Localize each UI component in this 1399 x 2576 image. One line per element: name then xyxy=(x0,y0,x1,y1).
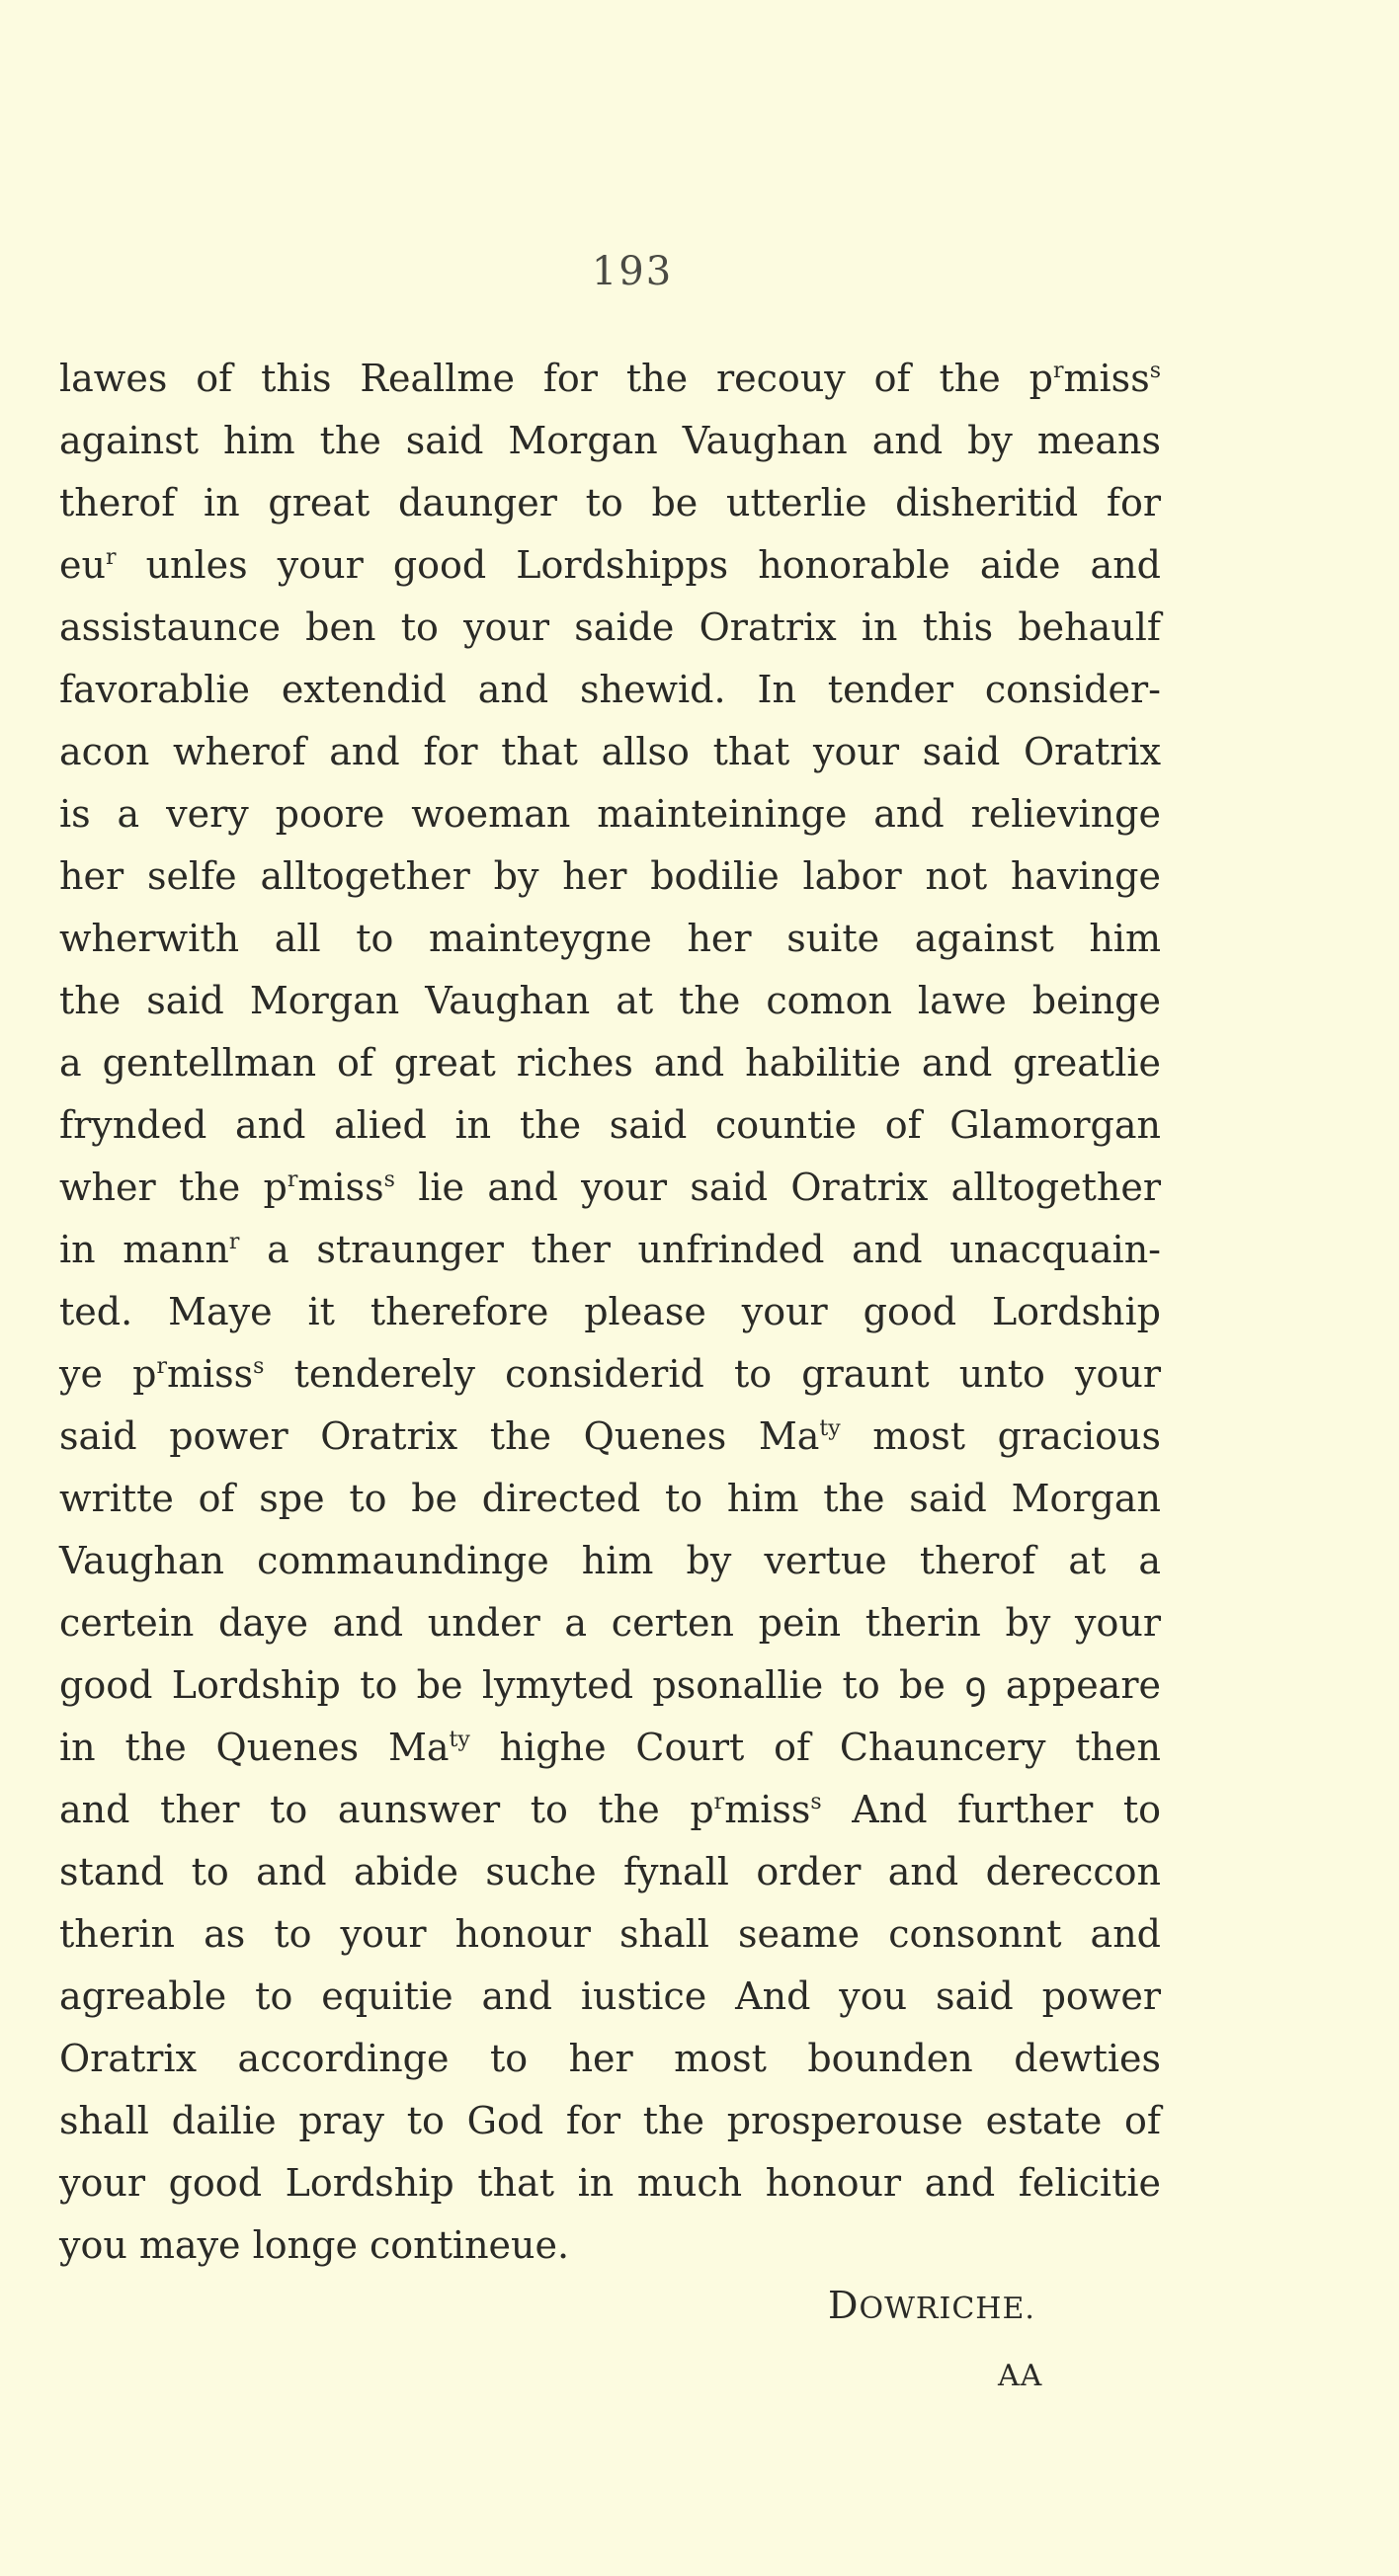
text-line xyxy=(59,2090,1161,2152)
text-run: favorablie extendid and shewid. In tender consider- xyxy=(59,668,1161,711)
text-run: Vaughan commaundinge him by vertue therof at a xyxy=(59,1539,1161,1582)
text-run: in the Quenes Ma xyxy=(59,1726,450,1769)
superscript: r xyxy=(105,545,117,570)
text-run: in mann xyxy=(59,1228,229,1271)
text-line xyxy=(59,1094,1161,1157)
text-run: shall dailie pray to God for the prosperouse estate of xyxy=(59,2099,1161,2142)
text-line xyxy=(59,1654,1161,1717)
superscript: r xyxy=(713,1790,725,1814)
signature-mark: AA xyxy=(998,2359,1043,2393)
text-line xyxy=(59,534,1161,597)
text-line xyxy=(59,845,1161,908)
signature-initial: D xyxy=(828,2284,860,2327)
text-line xyxy=(59,1468,1161,1530)
text-run: miss xyxy=(166,1352,254,1396)
text-run: her selfe alltogether by her bodilie labor not havinge xyxy=(59,854,1161,898)
text-run: assistaunce ben to your saide Oratrix in this behaulf xyxy=(59,605,1161,649)
text-run: your good Lordship that in much honour and felicitie xyxy=(59,2161,1161,2205)
text-line xyxy=(59,2214,1161,2277)
signature xyxy=(828,2284,1035,2327)
text-run: a straunger ther unfrinded and unacquain- xyxy=(239,1228,1162,1271)
text-line xyxy=(59,1219,1161,1281)
text-run: highe Court of Chauncery then xyxy=(469,1726,1161,1769)
text-line xyxy=(59,1717,1161,1779)
text-run: and ther to aunswer to the p xyxy=(59,1788,714,1831)
text-line xyxy=(59,410,1161,472)
text-line xyxy=(59,1281,1161,1343)
text-run: And further to xyxy=(821,1788,1162,1831)
body-text xyxy=(59,348,1161,2277)
superscript: s xyxy=(383,1167,395,1192)
text-line xyxy=(59,1406,1161,1468)
text-run: the said Morgan Vaughan at the comon lawe beinge xyxy=(59,979,1161,1022)
text-run: eu xyxy=(59,543,106,587)
superscript: r xyxy=(228,1230,240,1254)
text-run: miss xyxy=(297,1166,384,1209)
text-run: stand to and abide suche fynall order and dereccon xyxy=(59,1850,1161,1893)
text-run: is a very poore woeman mainteininge and relievinge xyxy=(59,792,1161,836)
text-run: lie and your said Oratrix alltogether xyxy=(394,1166,1161,1209)
text-run: ted. Maye it therefore please your good Lordship xyxy=(59,1290,1161,1333)
text-line xyxy=(59,2152,1161,2214)
text-line xyxy=(59,1157,1161,1219)
text-line xyxy=(59,908,1161,970)
text-line xyxy=(59,659,1161,721)
text-run: unles your good Lordshipps honorable aide and xyxy=(116,543,1161,587)
superscript: ty xyxy=(449,1728,470,1752)
text-run: most gracious xyxy=(840,1414,1162,1458)
text-line xyxy=(59,1032,1161,1094)
text-line xyxy=(59,1966,1161,2028)
text-line xyxy=(59,721,1161,783)
superscript: r xyxy=(287,1167,298,1192)
text-run: certein daye and under a certen pein therin by your xyxy=(59,1601,1161,1645)
text-line xyxy=(59,1841,1161,1903)
text-run: against him the said Morgan Vaughan and by means xyxy=(59,419,1161,462)
text-run: ye p xyxy=(59,1352,157,1396)
text-run: Oratrix accordinge to her most bounden dewties xyxy=(59,2037,1161,2080)
text-run: therof in great daunger to be utterlie disheritid for xyxy=(59,481,1161,524)
superscript: r xyxy=(156,1354,167,1379)
text-line xyxy=(59,348,1161,410)
text-run: tenderely considerid to graunt unto your xyxy=(264,1352,1161,1396)
superscript: ty xyxy=(819,1416,841,1441)
superscript: s xyxy=(810,1790,822,1814)
text-run: acon wherof and for that allso that your said Oratrix xyxy=(59,730,1161,773)
page-number: 193 xyxy=(591,249,674,294)
text-run: writte of spe to be directed to him the said Morgan xyxy=(59,1477,1161,1520)
text-line xyxy=(59,1779,1161,1841)
text-line xyxy=(59,783,1161,845)
text-run: wher the p xyxy=(59,1166,288,1209)
text-line xyxy=(59,1343,1161,1406)
text-line xyxy=(59,1592,1161,1654)
text-run: wherwith all to mainteygne her suite against him xyxy=(59,917,1161,960)
signature-rest: OWRICHE. xyxy=(859,2292,1035,2326)
text-run: miss xyxy=(1063,357,1150,400)
text-line xyxy=(59,1530,1161,1592)
text-run: lawes of this Reallme for the recouy of the p xyxy=(59,357,1053,400)
text-run: agreable to equitie and iustice And you said power xyxy=(59,1974,1161,2018)
superscript: r xyxy=(1052,359,1064,383)
text-run: a gentellman of great riches and habilitie and greatlie xyxy=(59,1041,1161,1085)
text-run: you maye longe contineue. xyxy=(59,2223,570,2267)
text-line xyxy=(59,2028,1161,2090)
text-line xyxy=(59,970,1161,1032)
text-run: therin as to your honour shall seame consonnt and xyxy=(59,1912,1161,1956)
text-run: miss xyxy=(724,1788,811,1831)
superscript: s xyxy=(253,1354,265,1379)
text-line xyxy=(59,1903,1161,1966)
superscript: s xyxy=(1149,359,1161,383)
text-line xyxy=(59,472,1161,534)
text-run: good Lordship to be lymyted psonallie to be ꝯ appeare xyxy=(59,1663,1161,1707)
text-line xyxy=(59,597,1161,659)
text-run: said power Oratrix the Quenes Ma xyxy=(59,1414,820,1458)
text-run: frynded and alied in the said countie of Glamorgan xyxy=(59,1103,1161,1147)
